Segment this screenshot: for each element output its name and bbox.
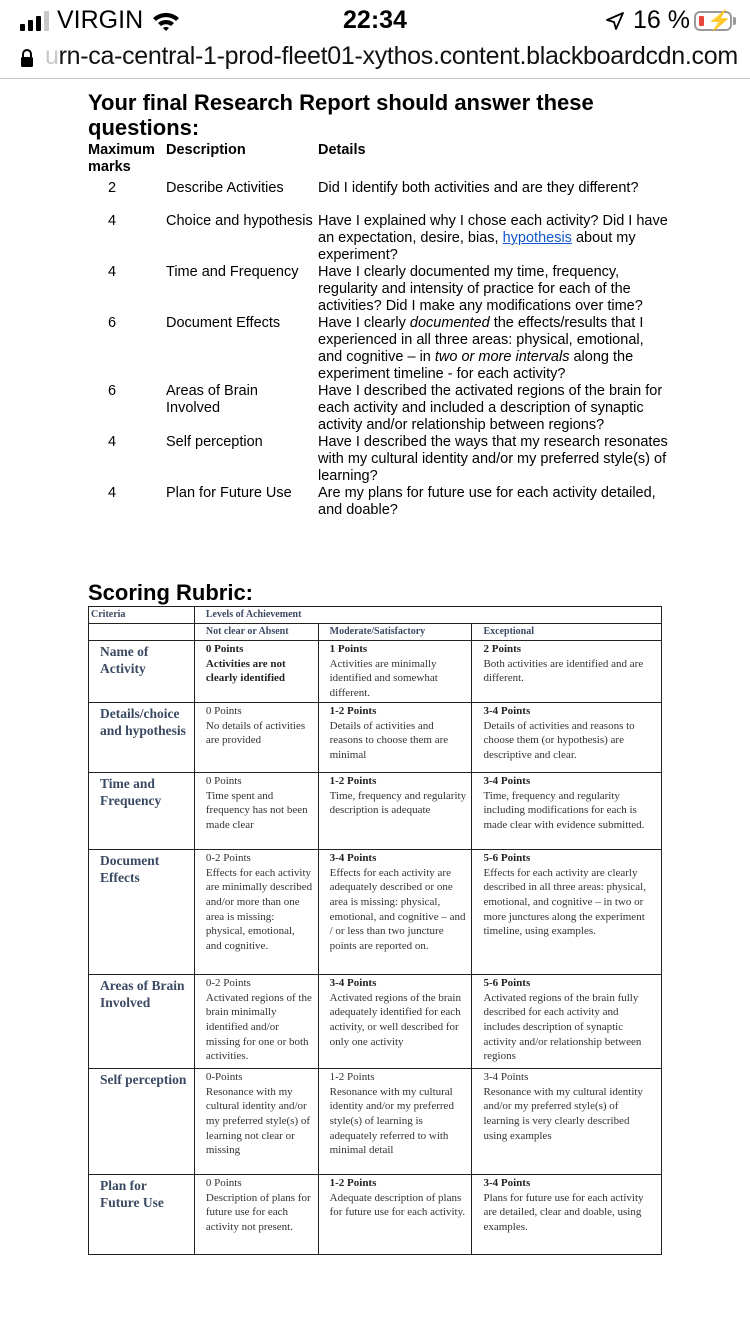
location-icon xyxy=(605,11,625,31)
question-row xyxy=(88,383,668,434)
header-levels: Levels of Achievement xyxy=(194,607,661,624)
points-label: 2 Points xyxy=(483,643,522,655)
level-description: Time, frequency and regularity description is adequate xyxy=(329,789,467,817)
criteria-name: Name of Activity xyxy=(89,641,195,703)
level-description: Adequate description of plans for future use for each activity. xyxy=(329,1191,466,1219)
description-text: Plan for Future Use xyxy=(166,485,292,501)
rubric-title: Scoring Rubric: xyxy=(88,580,254,605)
level-description: No details of activities are provided xyxy=(205,719,306,747)
level-description: Details of activities and reasons to choose them (or hypothesis) are descriptive and clear. xyxy=(483,719,635,761)
points-label: 1-2 Points xyxy=(329,1070,375,1083)
question-row xyxy=(88,264,668,315)
level-description: Activated regions of the brain minimally identified and/or missing for one or both activities. xyxy=(205,991,312,1063)
battery-percent: 16 % xyxy=(633,6,690,34)
points-label: 3-4 Points xyxy=(483,1176,531,1189)
question-row xyxy=(88,434,668,485)
rubric-table xyxy=(88,606,662,1255)
rubric-header-row xyxy=(89,607,662,624)
rubric-row xyxy=(89,1174,662,1254)
level-cell xyxy=(194,772,318,849)
question-row xyxy=(88,315,668,383)
level-description: Activated regions of the brain adequately identified for each activity, or well described for only one activity xyxy=(329,991,461,1048)
level-description: Activities are minimally identified and somewhat different. xyxy=(329,657,438,700)
level-cell xyxy=(318,641,472,703)
details-part: Have I clearly xyxy=(318,315,410,331)
lock-icon xyxy=(20,48,34,68)
questions-table xyxy=(88,142,668,519)
points-label: 5-6 Points xyxy=(483,976,531,989)
criteria-name: Plan for Future Use xyxy=(89,1174,195,1254)
details-text: Have I described the ways that my research resonates with my cultural identity and/or my preferred style(s) of learning? xyxy=(318,434,668,484)
level-cell xyxy=(472,974,662,1068)
level-header: Exceptional xyxy=(472,624,662,641)
level-cell xyxy=(472,641,662,703)
criteria-name: Document Effects xyxy=(89,849,195,974)
level-cell xyxy=(194,641,318,703)
level-cell xyxy=(318,702,472,772)
level-description: Time spent and frequency has not been made clear xyxy=(205,789,308,831)
details-text: Are my plans for future use for each activity detailed, and doable? xyxy=(318,485,656,518)
details-text: Have I described the activated regions of the brain for each activity and included a description of synaptic activity and/or relationship between regions? xyxy=(318,383,663,433)
level-cell xyxy=(318,974,472,1068)
header-description: Description xyxy=(166,142,246,158)
rubric-levels-row xyxy=(89,624,662,641)
header-marks: Maximum marks xyxy=(88,142,155,175)
level-description: Details of activities and reasons to choose them are minimal xyxy=(329,719,449,761)
questions-header-row xyxy=(88,142,668,176)
details-text xyxy=(318,213,668,264)
criteria-name: Details/choice and hypothesis xyxy=(89,702,195,772)
points-label: 1 Points xyxy=(329,643,368,655)
marks-value: 2 xyxy=(107,180,117,196)
rubric-row xyxy=(89,772,662,849)
level-cell xyxy=(194,1174,318,1254)
rubric-row xyxy=(89,1068,662,1174)
details-part: along the experiment timeline - for each activity? xyxy=(318,349,634,382)
rubric-row xyxy=(89,702,662,772)
level-description: Plans for future use for each activity are detailed, clear and doable, using examples. xyxy=(483,1191,644,1233)
level-cell xyxy=(472,1068,662,1174)
marks-value: 4 xyxy=(107,213,117,229)
points-label: 0-Points xyxy=(205,1070,243,1083)
level-cell xyxy=(472,702,662,772)
criteria-name: Time and Frequency xyxy=(89,772,195,849)
level-description: Resonance with my cultural identity and/or my preferred style(s) of learning is adequately referred to with minimal detail xyxy=(329,1085,454,1157)
points-label: 3-4 Points xyxy=(483,1070,529,1083)
criteria-name: Self perception xyxy=(89,1068,195,1174)
description-text: Document Effects xyxy=(166,315,281,331)
points-label: 1-2 Points xyxy=(329,1176,377,1189)
status-right xyxy=(605,6,736,35)
points-label: 5-6 Points xyxy=(483,851,531,864)
level-cell xyxy=(194,702,318,772)
description-text: Time and Frequency xyxy=(166,264,299,280)
points-label: 3-4 Points xyxy=(329,851,377,864)
report-title: Your final Research Report should answer these questions: xyxy=(88,90,594,140)
level-cell xyxy=(472,1174,662,1254)
report-section xyxy=(88,90,678,519)
description-text: Areas of Brain Involved xyxy=(166,383,258,416)
rubric-row xyxy=(89,849,662,974)
description-text: Describe Activities xyxy=(166,180,284,196)
details-part: about my experiment? xyxy=(318,230,636,263)
marks-value: 4 xyxy=(107,434,117,450)
level-cell xyxy=(194,849,318,974)
level-description: Activated regions of the brain fully described for each activity and includes description of synaptic activity and/or relationship between regions xyxy=(483,991,642,1063)
carrier-name: VIRGIN xyxy=(57,6,144,34)
level-cell xyxy=(472,849,662,974)
details-text: Have I clearly documented my time, frequency, regularity and intensity of practice for each of the activities? Did I make any modifications over time? xyxy=(318,264,643,314)
level-cell xyxy=(318,1174,472,1254)
details-text: Did I identify both activities and are they different? xyxy=(318,180,639,196)
points-label: 0 Points xyxy=(205,643,244,655)
level-cell xyxy=(318,1068,472,1174)
level-cell xyxy=(194,1068,318,1174)
level-header: Moderate/Satisfactory xyxy=(318,624,472,641)
question-row xyxy=(88,485,668,519)
battery-charging-icon: ⚡ xyxy=(694,11,732,31)
level-cell xyxy=(318,772,472,849)
details-emphasis: documented xyxy=(409,315,490,331)
level-description: Resonance with my cultural identity and/or my preferred style(s) of learning not clear or missing xyxy=(205,1085,311,1157)
url-domain: rn-ca-central-1-prod-fleet01-xythos.content.blackboardcdn.com xyxy=(58,42,738,70)
rubric-row xyxy=(89,974,662,1068)
level-description: Effects for each activity are minimally described and/or more than one area is missing: physical, emotional, and cognitive. xyxy=(205,866,313,953)
question-row xyxy=(88,213,668,264)
question-row xyxy=(88,176,668,213)
points-label: 0-2 Points xyxy=(205,976,251,989)
level-description: Effects for each activity are clearly described in all three areas: physical, emotional, and cognitive – in two or more junctures along the experiment timeline, using examples. xyxy=(483,866,646,938)
points-label: 3-4 Points xyxy=(483,704,531,717)
marks-value: 4 xyxy=(107,485,117,501)
header-criteria: Criteria xyxy=(89,607,195,624)
battery-tip xyxy=(733,17,736,25)
details-part: the effects/results that I experienced in all three areas: physical, emotional, and cognitive – in xyxy=(318,315,644,365)
marks-value: 6 xyxy=(107,315,117,331)
marks-value: 4 xyxy=(107,264,117,280)
level-description: Description of plans for future use for each activity not present. xyxy=(205,1191,311,1233)
points-label: 1-2 Points xyxy=(329,704,377,717)
header-details: Details xyxy=(318,142,366,158)
criteria-name: Areas of Brain Involved xyxy=(89,974,195,1068)
points-label: 0-2 Points xyxy=(205,851,251,864)
level-description: Effects for each activity are adequately described or one area is missing: physical, emotional, and cognitive – and / or less than two juncture points are reported on. xyxy=(329,866,466,953)
level-description: Activities are not clearly identified xyxy=(205,657,286,685)
level-description: Resonance with my cultural identity and/or my preferred style(s) of learning is very clearly described using examples xyxy=(483,1085,643,1142)
points-label: 0 Points xyxy=(205,1176,242,1189)
url-text[interactable] xyxy=(45,42,738,71)
rubric-row xyxy=(89,641,662,703)
description-text: Choice and hypothesis xyxy=(166,213,313,229)
details-part: Have I explained why I chose each activity? Did I have an expectation, desire, bias, xyxy=(318,213,668,246)
level-cell xyxy=(318,849,472,974)
points-label: 3-4 Points xyxy=(329,976,377,989)
hypothesis-link[interactable]: hypothesis xyxy=(502,230,572,246)
level-cell xyxy=(194,974,318,1068)
level-description: Both activities are identified and are different. xyxy=(483,657,644,685)
status-bar xyxy=(0,0,750,40)
header-empty xyxy=(89,624,195,641)
details-emphasis: two or more intervals xyxy=(434,349,570,365)
description-text: Self perception xyxy=(166,434,263,450)
points-label: 0 Points xyxy=(205,704,242,717)
clock: 22:34 xyxy=(343,6,407,34)
level-cell xyxy=(472,772,662,849)
points-label: 3-4 Points xyxy=(483,774,531,787)
level-description: Time, frequency and regularity including modifications for each is made clear with evidence submitted. xyxy=(483,789,645,831)
details-text xyxy=(318,315,668,383)
url-faded-prefix: u xyxy=(45,42,59,70)
marks-value: 6 xyxy=(107,383,117,399)
points-label: 1-2 Points xyxy=(329,774,377,787)
url-bar[interactable] xyxy=(0,40,750,79)
level-header: Not clear or Absent xyxy=(194,624,318,641)
points-label: 0 Points xyxy=(205,774,242,787)
